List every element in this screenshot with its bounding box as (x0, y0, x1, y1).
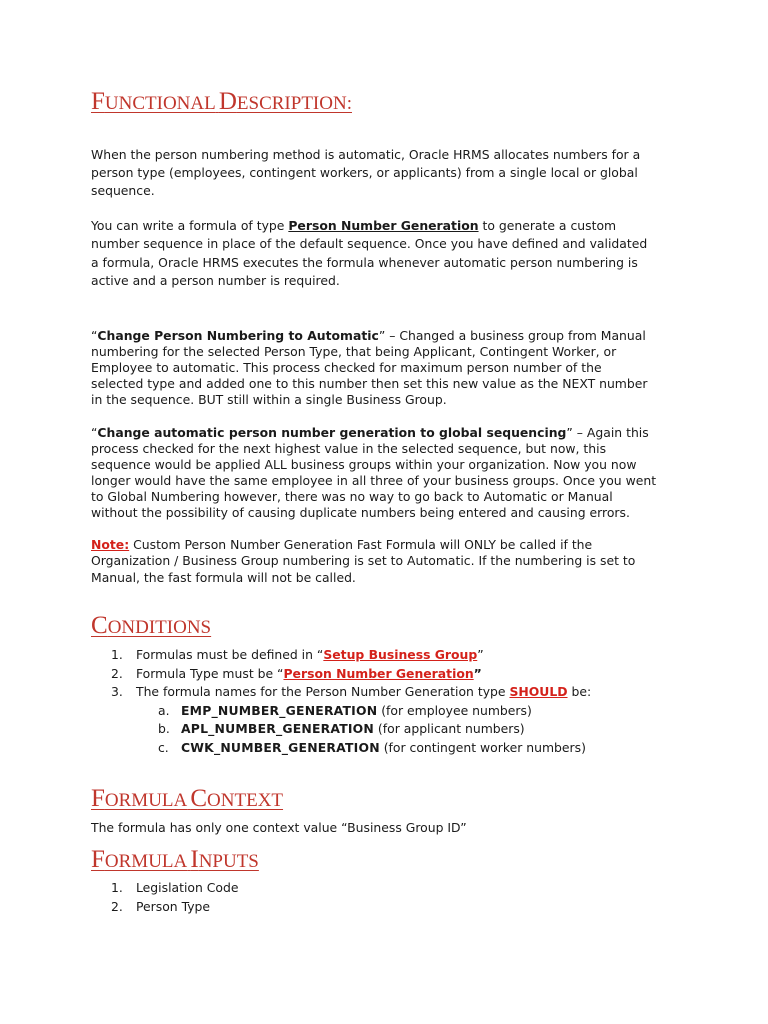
list-text: Person Type (136, 898, 211, 914)
text-segment: (for contingent worker numbers) (379, 739, 586, 755)
text-segment: to generate a custom number sequence in place of the default sequence. Once you have defined and validated a formula, Oracle HRMS executes the formula whenever automatic person numbering is active and a person number is required. (91, 218, 648, 289)
heading-conditions (91, 612, 212, 639)
list-item (91, 879, 671, 898)
list-text (136, 646, 484, 665)
formula-type-name: Person Number Generation (288, 218, 479, 233)
list-text (136, 683, 591, 702)
process-name: Change Person Numbering to Automatic (97, 328, 379, 343)
paragraph-intro: When the person numbering method is automatic, Oracle HRMS allocates numbers for a person type (employees, contingent workers, or applicants) from a single local or global sequence. (91, 147, 641, 198)
heading-initial: D (218, 88, 237, 115)
heading-initial: F (91, 88, 105, 115)
list-item (91, 683, 671, 702)
note-label: Note: (91, 537, 130, 552)
text-segment: ” (473, 665, 482, 681)
list-text (136, 665, 482, 684)
list-letter: c. (158, 739, 169, 755)
text-segment: Formulas must be defined in “ (136, 647, 324, 662)
list-number: 1. (111, 880, 123, 895)
text-segment: You can write a formula of type (91, 218, 289, 233)
formula-inputs-list (91, 879, 671, 916)
heading-rest: ONTEXT (207, 790, 284, 811)
list-number: 2. (111, 665, 123, 681)
paragraph-global-sequencing (91, 425, 657, 521)
list-letter: a. (158, 702, 170, 718)
heading-initial: C (190, 785, 208, 812)
text-segment: The formula names for the Person Number Generation type (136, 684, 510, 700)
text-segment: ” – Again this process checked for the next highest value in the selected sequence, but now, this sequence would be applied ALL business groups within your organization. Now you now longer would have the same employee in all three of your business groups. Once you went to Global Numbering however, there was no way to go back to Automatic or Manual without the possibility of causing duplicate numbers being entered and causing errors. (91, 425, 657, 520)
heading-rest: ORMULA (104, 790, 188, 811)
should-emphasis: SHOULD (509, 684, 568, 700)
process-name: Change automatic person number generation to global sequencing (97, 425, 567, 440)
heading-rest: ORMULA (104, 851, 188, 872)
heading-rest: ONDITIONS (107, 617, 212, 638)
heading-rest: UNCTIONAL (104, 93, 216, 114)
setup-business-group-link[interactable]: Setup Business Group (323, 647, 478, 662)
list-item (91, 898, 671, 917)
list-item (91, 665, 671, 684)
person-number-generation-link[interactable]: Person Number Generation (283, 665, 474, 681)
text-segment: ” (477, 647, 484, 662)
formula-name: CWK_NUMBER_GENERATION (181, 739, 380, 755)
list-number: 3. (111, 684, 123, 700)
list-text (181, 720, 525, 739)
list-subitem (91, 720, 671, 739)
text-segment: “ (91, 328, 98, 343)
heading-initial: C (91, 612, 108, 639)
heading-initial: F (91, 846, 105, 873)
formula-name: EMP_NUMBER_GENERATION (181, 702, 378, 718)
heading-initial: F (91, 785, 105, 812)
paragraph-formula-type (91, 217, 657, 291)
paragraph-change-numbering (91, 328, 657, 408)
list-item (91, 646, 671, 665)
text-segment: (for applicant numbers) (373, 721, 525, 737)
list-text (181, 702, 532, 721)
text-segment: “ (91, 425, 98, 440)
list-subitem (91, 739, 671, 758)
note-text: Custom Person Number Generation Fast Formula will ONLY be called if the Organization / Business Group numbering is set to Automatic. If the numbering is set to Manual, the fast formula will not be called. (91, 537, 636, 585)
heading-functional-description (91, 88, 352, 115)
list-number: 2. (111, 898, 123, 914)
list-text (181, 739, 586, 758)
text-segment: ” – Changed a business group from Manual numbering for the selected Person Type, that being Applicant, Contingent Worker, or Employee to automatic. This process checked for maximum person number of the selected type and added one to this number then set this new value as the NEXT number in the sequence. BUT still within a single Business Group. (91, 328, 648, 407)
list-number: 1. (111, 647, 123, 662)
text-segment: Formula Type must be “ (136, 665, 284, 681)
formula-name: APL_NUMBER_GENERATION (181, 721, 374, 737)
paragraph-note (91, 537, 657, 586)
heading-formula-context (91, 785, 284, 812)
list-letter: b. (158, 721, 170, 737)
list-text: Legislation Code (136, 880, 239, 895)
heading-initial: I (190, 846, 199, 873)
conditions-list (91, 646, 671, 758)
formula-context-text: The formula has only one context value “Business Group ID” (91, 820, 467, 835)
heading-rest: NPUTS (198, 851, 259, 872)
text-segment: be: (567, 684, 592, 700)
heading-formula-inputs (91, 846, 259, 873)
heading-rest: ESCRIPTION: (236, 93, 352, 114)
text-segment: (for employee numbers) (377, 702, 532, 718)
list-subitem (91, 702, 671, 721)
